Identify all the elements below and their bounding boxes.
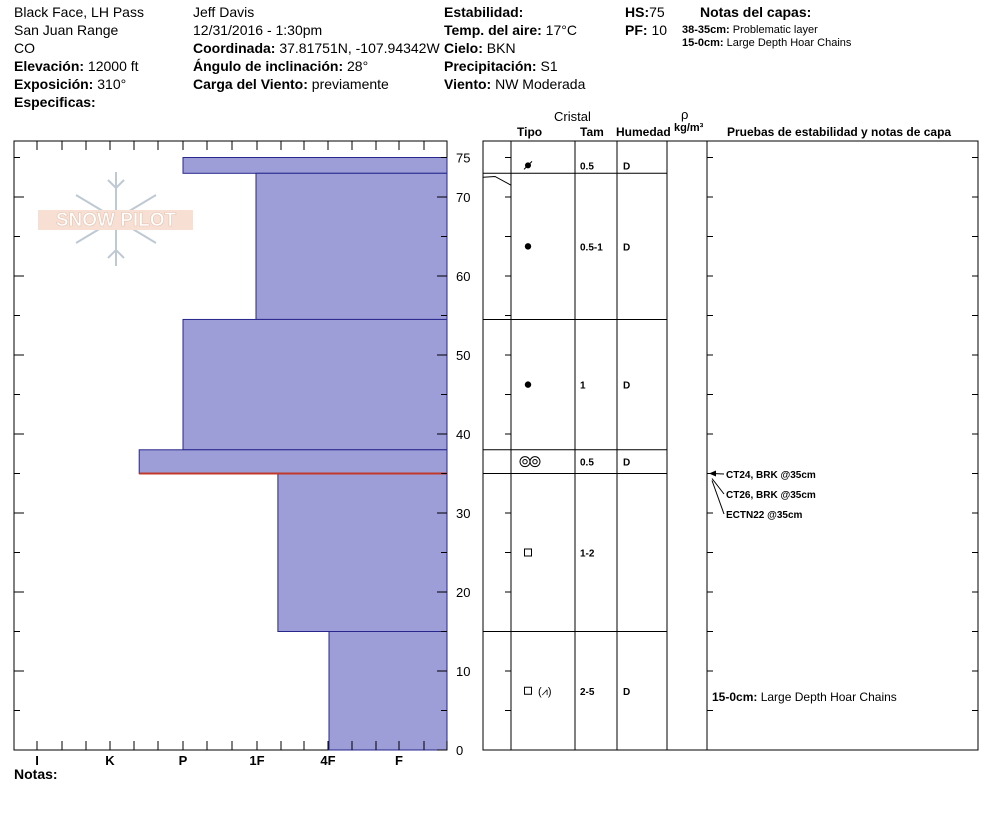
hardness-bars <box>139 158 447 751</box>
col-moisture: Humedad <box>616 125 671 139</box>
stability-label: Estabilidad: <box>444 4 524 20</box>
grain-size: 2-5 <box>580 686 595 698</box>
layer-note-range: 15-0cm: <box>682 37 724 49</box>
pf-value: 10 <box>651 22 668 38</box>
layer-notes-title: Notas del capas: <box>700 4 812 20</box>
depth-tick-label: 70 <box>456 190 471 205</box>
hardness-tick-label: 1F <box>249 753 265 768</box>
grain-dot-icon <box>525 381 531 387</box>
grain-size: 0.5 <box>580 161 594 173</box>
sky-label: Cielo: <box>444 40 483 56</box>
stability-test-label: CT24, BRK @35cm <box>726 470 816 481</box>
wind-load-label: Carga del Viento: <box>193 76 308 92</box>
range: San Juan Range <box>14 22 119 38</box>
col-crystal: Cristal <box>554 109 591 124</box>
stability-test-label: ECTN22 @35cm <box>726 510 803 521</box>
specifics-label: Especificas: <box>14 94 96 110</box>
notes-label: Notas: <box>14 766 58 782</box>
depth-tick-label: 75 <box>456 150 471 166</box>
hs-value: 75 <box>649 4 665 20</box>
layer-link-line <box>483 176 511 185</box>
grain-moisture: D <box>623 686 631 698</box>
col-density-symbol: ρ <box>681 107 689 122</box>
depth-tick-label: 60 <box>456 269 471 284</box>
elevation-label: Elevación: <box>14 58 85 74</box>
grain-size: 1-2 <box>580 548 595 560</box>
hardness-bar <box>183 319 447 449</box>
stability-test-label: CT26, BRK @35cm <box>726 490 816 501</box>
hardness-tick-label: 4F <box>320 753 336 768</box>
slope-value: 28° <box>347 58 369 74</box>
layer-note-text: Problematic layer <box>732 24 818 36</box>
stratigraphy-table <box>483 141 978 750</box>
depth-tick-label: 50 <box>456 348 471 363</box>
snowpilot-logo <box>38 172 193 266</box>
col-size: Tam <box>580 125 604 139</box>
hardness-bar <box>278 474 447 632</box>
slope-label: Ángulo de inclinación: <box>193 58 344 74</box>
grain-depth-hoar-icon: (⩘) <box>538 685 552 698</box>
grain-size: 0.5-1 <box>580 242 603 254</box>
hs-label: HS: <box>625 4 650 20</box>
wind-load-value: previamente <box>311 76 389 92</box>
aspect-value: 310° <box>97 76 127 92</box>
hardness-tick-label: P <box>178 753 188 768</box>
layer-note-in-plot <box>712 690 897 704</box>
layer-note-range: 38-35cm: <box>682 24 730 36</box>
test-arrowhead-icon <box>709 471 716 477</box>
depth-tick-label: 10 <box>456 664 471 679</box>
grain-faceted-icon <box>525 687 532 694</box>
grain-rounded-icon <box>530 457 540 467</box>
hardness-tick-label: F <box>395 753 403 768</box>
datetime: 12/31/2016 - 1:30pm <box>193 22 323 38</box>
precip-value: S1 <box>540 58 558 74</box>
state: CO <box>14 40 35 56</box>
air-temp-value: 17°C <box>545 22 577 38</box>
grain-moisture: D <box>623 161 631 173</box>
grain-rounded-inner <box>533 459 537 463</box>
layer-note-range: 15-0cm: <box>712 690 761 704</box>
precip-label: Precipitación: <box>444 58 537 74</box>
hardness-bar <box>329 632 447 751</box>
air-temp-label: Temp. del aire: <box>444 22 542 38</box>
sky-value: BKN <box>486 40 516 56</box>
grain-moisture: D <box>623 380 631 392</box>
grain-size: 0.5 <box>580 457 594 469</box>
grain-rounded-inner <box>523 459 527 463</box>
col-type: Tipo <box>517 125 543 139</box>
grain-faceted-icon <box>525 549 532 556</box>
col-density-unit: kg/m³ <box>674 122 704 134</box>
hardness-bar <box>183 158 447 174</box>
elevation-value: 12000 ft <box>87 58 139 74</box>
hardness-tick-label: K <box>105 753 115 768</box>
pf-label: PF: <box>625 22 648 38</box>
coord-label: Coordinada: <box>193 40 276 56</box>
hardness-bar <box>139 450 447 474</box>
grain-moisture: D <box>623 457 631 469</box>
coord-value: 37.81751N, -107.94342W <box>279 40 440 56</box>
grain-rounded-icon <box>520 457 530 467</box>
location: Black Face, LH Pass <box>14 4 144 20</box>
strat-frame <box>483 141 978 750</box>
depth-tick-label: 0 <box>456 743 464 758</box>
grain-size: 1 <box>580 380 586 392</box>
grain-dot-icon <box>525 243 531 249</box>
hardness-bar <box>256 173 447 319</box>
layer-note-text: Large Depth Hoar Chains <box>760 690 897 704</box>
hardness-tick-label: I <box>35 753 39 768</box>
aspect-label: Exposición: <box>14 76 94 92</box>
wind-value: NW Moderada <box>495 76 586 92</box>
logo-text: SNOW PILOT <box>55 210 177 231</box>
depth-tick-label: 30 <box>456 506 471 521</box>
depth-tick-label: 40 <box>456 427 471 442</box>
col-tests: Pruebas de estabilidad y notas de capa <box>727 125 952 139</box>
depth-tick-label: 20 <box>456 585 471 600</box>
grain-moisture: D <box>623 242 631 254</box>
observer: Jeff Davis <box>193 4 255 20</box>
layer-note-text: Large Depth Hoar Chains <box>726 37 852 49</box>
wind-label: Viento: <box>444 76 492 92</box>
